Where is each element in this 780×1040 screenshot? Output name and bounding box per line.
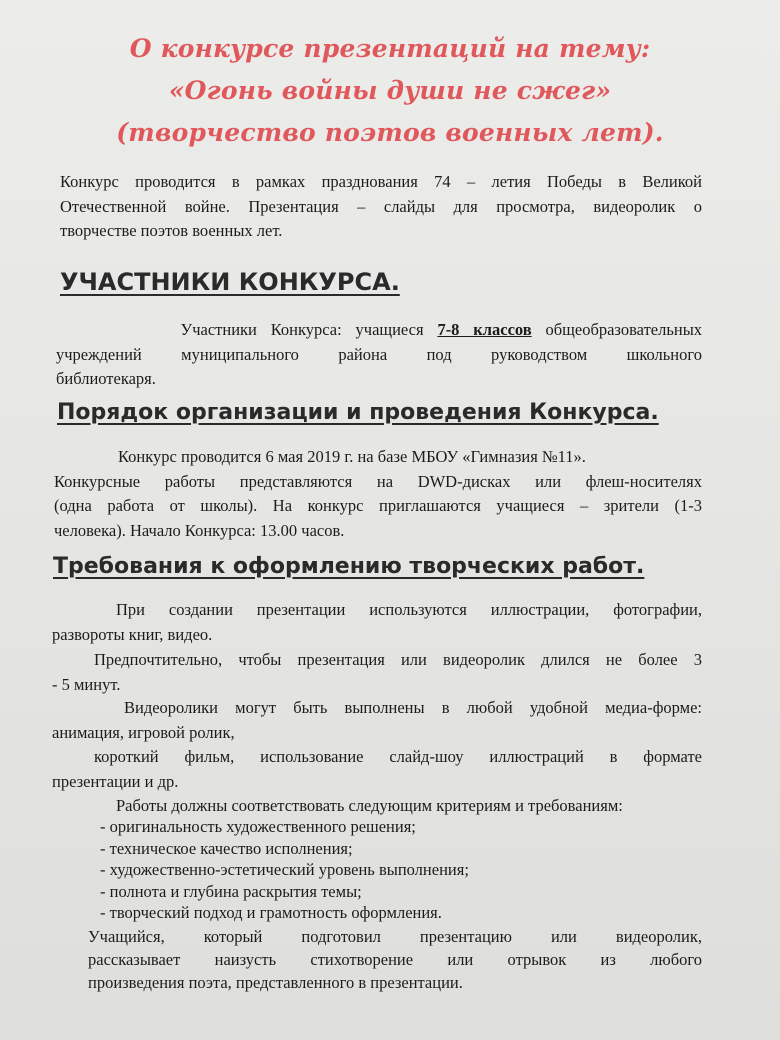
requirements-p2 [52, 648, 702, 697]
order-line-1: Конкурс проводится 6 мая 2019 г. на базе МБОУ «Гимназия №11». [118, 447, 586, 466]
final-line-2: рассказывает наизусть стихотворение или отрывок из любого [88, 950, 702, 969]
requirements-p2-line-2: - 5 минут. [52, 674, 121, 694]
document-title [0, 28, 780, 154]
order-line-4: человека). Начало Конкурса: 13.00 часов. [54, 520, 345, 540]
criteria-intro [116, 794, 706, 819]
intro-line-1: Конкурс проводится в рамках празднования 74 – летия Победы в Великой [60, 172, 702, 191]
participants-grades: 7-8 классов [437, 320, 532, 339]
intro-line-3: творчестве поэтов военных лет. [60, 221, 283, 240]
requirements-p1-line-1: При создании презентации используются иллюстрации, фотографии, [116, 600, 702, 619]
requirements-p3 [52, 696, 702, 745]
final-line-3: произведения поэта, представленного в презентации. [88, 973, 463, 992]
title-line-3: (творчество поэтов военных лет). [116, 118, 664, 147]
requirements-p3-line-2: анимация, игровой ролик, [52, 722, 235, 742]
title-line-1: О конкурсе презентаций на тему: [129, 34, 651, 63]
requirements-p4-line-1: короткий фильм, использование слайд-шоу иллюстраций в формате [94, 747, 702, 766]
participants-line-1-end: общеобразовательных [545, 320, 703, 339]
criteria-item: - творческий подход и грамотность оформления. [100, 903, 442, 922]
criteria-item: - техническое качество исполнения; [100, 838, 353, 858]
requirements-p2-line-1: Предпочтительно, чтобы презентация или видеоролик длился не более 3 [94, 650, 702, 669]
participants-line-1 [56, 318, 702, 343]
requirements-p3-line-1: Видеоролики могут быть выполнены в любой удобной медиа-форме: [124, 698, 702, 717]
participants-line-3: библиотекаря. [56, 369, 156, 388]
criteria-item: - полнота и глубина раскрытия темы; [100, 881, 362, 901]
order-line-2: Конкурсные работы представляются на DWD-дисках или флеш-носителях [54, 471, 702, 491]
intro-line-2: Отечественной войне. Презентация – слайды для просмотра, видеоролик о [60, 196, 702, 216]
participants-line-2: учреждений муниципального района под руководством школьного [56, 344, 702, 364]
title-line-2: «Огонь войны души не сжег» [168, 76, 612, 105]
requirements-p1 [52, 598, 702, 647]
intro-paragraph [60, 170, 702, 244]
participants-heading: УЧАСТНИКИ КОНКУРСА. [60, 268, 400, 296]
participants-line-1-start: Участники Конкурса: учащиеся [180, 320, 424, 339]
criteria-item: - художественно-эстетический уровень выполнения; [100, 860, 469, 879]
participants-paragraph [56, 318, 702, 392]
requirements-p4 [52, 745, 702, 794]
requirements-heading: Требования к оформлению творческих работ. [53, 554, 645, 579]
final-paragraph [88, 925, 702, 994]
order-line-3: (одна работа от школы). На конкурс приглашаются учащиеся – зрители (1-3 [54, 496, 702, 515]
requirements-p4-line-2: презентации и др. [52, 771, 179, 791]
order-heading: Порядок организации и проведения Конкурса. [57, 400, 659, 425]
criteria-intro-text: Работы должны соответствовать следующим критериям и требованиям: [116, 796, 623, 815]
criteria-item: - оригинальность художественного решения; [100, 817, 416, 836]
requirements-p1-line-2: развороты книг, видео. [52, 624, 213, 644]
criteria-list [100, 816, 469, 924]
final-line-1: Учащийся, который подготовил презентацию или видеоролик, [88, 927, 702, 946]
order-paragraph [54, 445, 702, 543]
